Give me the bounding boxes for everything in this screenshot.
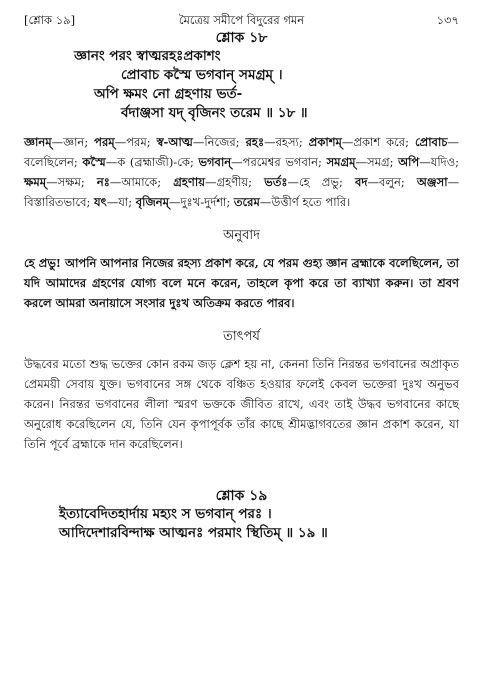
synonym-meaning: হে প্রভু: [299, 175, 340, 189]
header-chapter-title: মৈত্রেয় সমীপে বিদুরের গমন: [178, 13, 305, 27]
synonym-term: গ্রহণায়: [173, 175, 205, 189]
synonym-term: নঃ: [96, 175, 110, 189]
verse-18-number: শ্লোক ১৮: [215, 30, 268, 46]
verse-18-line-3: অপি ক্ষমং নো গ্রহণায় ভর্ত-: [94, 86, 243, 102]
translation-title: অনুবাদ: [223, 228, 260, 243]
synonym-meaning: বলুন: [378, 175, 401, 189]
synonym-meaning: পরম: [126, 135, 147, 149]
synonym-meaning: রহস্য: [275, 135, 299, 149]
synonym-term: কস্মৈ: [82, 155, 106, 169]
synonym-meaning: সক্ষম: [57, 175, 81, 189]
verse-19-text: [24, 505, 459, 543]
synonym-meaning: নিজের: [204, 135, 236, 149]
synonym-meaning: ক (ব্রহ্মাজী)-কে: [117, 155, 190, 169]
translation-text: হে প্রভু! আপনি আপনার নিজের রহস্য প্রকাশ করে, যে পরম গুহ্য জ্ঞান ব্রহ্মাকে বলেছিলেন, তা যদি আমাদের গ্রহণের যোগ্য বলে মনে করেন, তাহলে কৃপা করে তা ব্যাখ্যা করুন। তা শ্রবণ করলে আমরা অনায়াসে সংসার দুঃখ অতিক্রম করতে পারব।: [24, 256, 459, 310]
synonym-meaning: যা: [118, 195, 129, 209]
verse-19-line-2: আদিদেশারবিন্দাক্ষ আত্মনঃ পরমাং স্থিতিম্ ॥ ১৯ ॥: [59, 525, 328, 541]
synonym-meaning: বিস্তারিতভাবে: [24, 195, 87, 209]
synonym-term: জ্ঞানম্: [24, 135, 52, 149]
synonym-meaning: জ্ঞান: [63, 135, 85, 149]
running-header: [24, 0, 459, 30]
synonym-term: যৎ: [94, 195, 107, 209]
synonym-term: বৃজিনম্: [135, 195, 170, 209]
synonym-meaning: আমাকে: [121, 175, 158, 189]
synonym-meaning: যদিও: [430, 155, 456, 169]
synonym-term: রহঃ: [245, 135, 265, 149]
header-verse-ref: [শ্লোক ১৯]: [24, 13, 76, 27]
purport-title: তাৎপর্য: [223, 329, 260, 344]
synonym-term: অপি: [398, 155, 420, 169]
synonym-term: প্রকাশম্: [308, 135, 342, 149]
synonym-term: সমগ্রম্: [326, 155, 356, 169]
verse-18-line-4: র্বদাঞ্জসা যদ্ বৃজিনং তরেম ॥ ১৮ ॥: [121, 105, 308, 121]
synonym-term: বদ: [355, 175, 368, 189]
synonym-meaning: প্রকাশ করে: [353, 135, 406, 149]
synonym-meaning: গ্রহণীয়: [216, 175, 249, 189]
synonym-term: প্রোবাচ: [414, 135, 448, 149]
synonym-meaning: দুঃখ-দুর্দশা: [180, 195, 227, 209]
synonym-term: ভগবান্: [198, 155, 232, 169]
verse-18-text: [24, 47, 459, 123]
synonym-term: অঞ্জসা: [416, 175, 448, 189]
synonym-term: ভর্তঃ: [264, 175, 288, 189]
synonym-meaning: সমগ্র: [367, 155, 390, 169]
synonyms-paragraph: জ্ঞানম্—জ্ঞান; পরম্—পরম; স্ব-আত্ম—নিজের; রহঃ—রহস্য; প্রকাশম্—প্রকাশ করে; প্রোবাচ—বলেছিলেন; কস্মৈ—ক (ব্রহ্মাজী)-কে; ভগবান্—পরমেশ্বর ভগবান; সমগ্রম্—সমগ্র; অপি—যদিও; ক্ষমম্—সক্ষম; নঃ—আমাকে; গ্রহণায়—গ্রহণীয়; ভর্তঃ—হে প্রভু; বদ—বলুন; অঞ্জসা—বিস্তারিতভাবে; যৎ—যা; বৃজিনম্—দুঃখ-দুর্দশা; তরেম—উত্তীর্ণ হতে পারি।: [24, 135, 460, 209]
synonym-meaning: পরমেশ্বর ভগবান: [242, 155, 319, 169]
header-page-number: ১৩৭: [436, 13, 459, 27]
synonym-term: ক্ষমম্: [24, 175, 47, 189]
verse-19-number: শ্লোক ১৯: [215, 488, 268, 504]
verse-19-line-1: ইত্যাবেদিতহার্দায় মহ্যং স ভগবান্ পরঃ ।: [59, 506, 272, 522]
verse-18-line-1: জ্ঞানং পরং স্বাত্মরহঃপ্রকাশং: [74, 48, 221, 64]
synonym-term: পরম্: [94, 135, 115, 149]
verse-18-line-2: প্রোবাচ কস্মৈ ভগবান্ সমগ্রম্ ।: [121, 67, 283, 83]
purport-text: উদ্ধবের মতো শুদ্ধ ভক্তের কোন রকম জড় ক্লেশ হয় না, কেননা তিনি নিরন্তর ভগবানের অপ্রাকৃত প্রেমময়ী সেবায় যুক্ত। ভগবানের সঙ্গ থেকে বঞ্চিত হওয়ার ফলেই কেবল ভক্তেরা দুঃখ অনুভব করেন। নিরন্তর ভগবানের লীলা স্মরণ ভক্তকে জীবিত রাখে, এবং তাই উদ্ধব ভগবানের কাছে অনুরোধ করেছিলেন যে, তিনি যেন কৃপাপূর্বক তাঁর কাছে শ্রীমদ্ভাগবতের জ্ঞান প্রকাশ করেন, যা তিনি পূর্বে ব্রহ্মাকে দান করেছিলেন।: [24, 357, 459, 451]
synonym-term: তরেম: [233, 195, 260, 209]
synonym-meaning: উত্তীর্ণ হতে পারি।: [271, 195, 351, 209]
synonym-meaning: বলেছিলেন: [24, 155, 74, 169]
synonym-term: স্ব-আত্ম: [156, 135, 193, 149]
